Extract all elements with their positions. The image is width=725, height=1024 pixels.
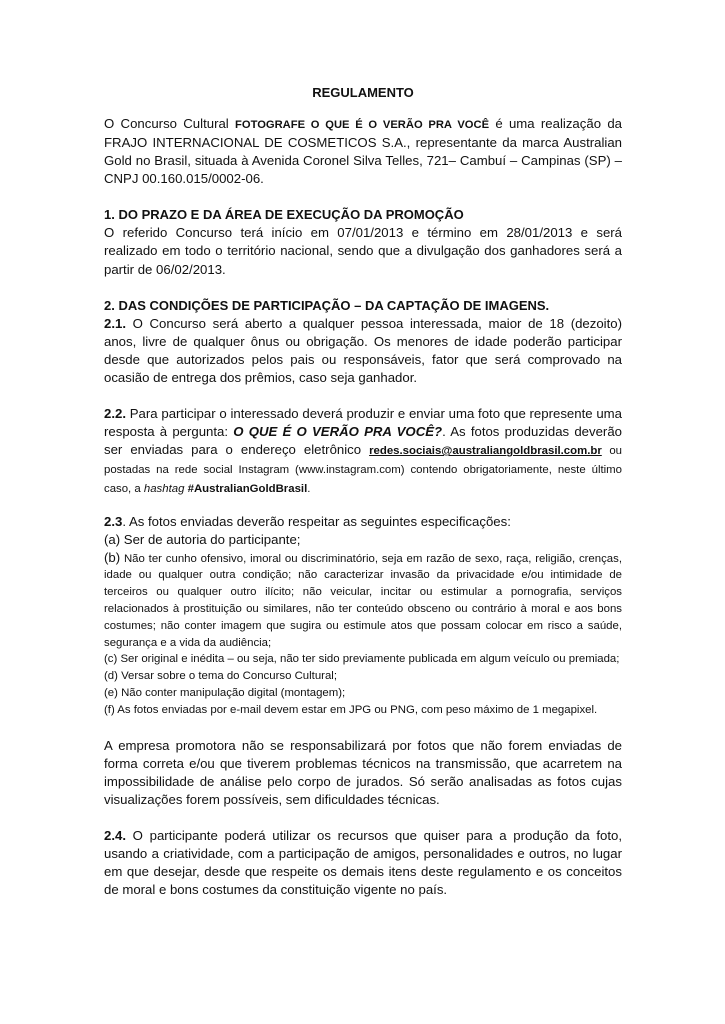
hashtag: #AustralianGoldBrasil bbox=[187, 483, 308, 496]
intro-paragraph bbox=[104, 115, 622, 188]
section2-heading: 2. DAS CONDIÇÕES DE PARTICIPAÇÃO – DA CAPTAÇÃO DE IMAGENS. bbox=[104, 297, 550, 313]
spec-c: (c) Ser original e inédita – ou seja, não ter sido previamente publicada em algum veículo ou premiada; bbox=[104, 653, 620, 666]
document-title: REGULAMENTO bbox=[312, 85, 414, 100]
section1-paragraph: O referido Concurso terá início em 07/01/2013 e término em 28/01/2013 e será realizado em todo o território nacional, sendo que a divulgação dos ganhadores será a partir de 06/02/2013. bbox=[104, 225, 622, 277]
email-link[interactable]: redes.sociais@australiangoldbrasil.com.br bbox=[369, 445, 602, 458]
document-page bbox=[104, 84, 622, 899]
item-2-3-number: 2.3 bbox=[104, 513, 123, 529]
spec-f: (f) As fotos enviadas por e-mail devem estar em JPG ou PNG, com peso máximo de 1 megapixel. bbox=[104, 703, 598, 716]
spec-e: (e) Não conter manipulação digital (montagem); bbox=[104, 687, 346, 700]
disclaimer-paragraph: A empresa promotora não se responsabilizará por fotos que não forem enviadas de forma correta e/ou que tiverem problemas técnicos na transmissão, que acarretem na impossibilidade de análise pelo corpo de jurados. Só serão analisadas as fotos cujas visualizações forem possíveis, sem dificuldades técnicas. bbox=[104, 737, 622, 807]
intro-text-after: é uma realização da FRAJO INTERNACIONAL DE COSMETICOS S.A., representante da marca Australian Gold no Brasil, situada à Avenida Coronel Silva Telles, 721– Cambuí – Campinas (SP) – CNPJ 00.160.015/0002-06. bbox=[104, 116, 622, 187]
item-2-4-number: 2.4. bbox=[104, 828, 126, 844]
hashtag-word: hashtag bbox=[143, 483, 185, 496]
item-2-2-paragraph bbox=[104, 405, 622, 498]
spec-b-label: (b) bbox=[104, 549, 121, 565]
spec-b bbox=[104, 549, 622, 652]
intro-text-before: O Concurso Cultural bbox=[104, 116, 236, 131]
contest-question: O QUE É O VERÃO PRA VOCÊ? bbox=[233, 424, 443, 440]
section1-heading: 1. DO PRAZO E DA ÁREA DE EXECUÇÃO DA PROMOÇÃO bbox=[104, 207, 464, 223]
item-2-2-text-c: ou postadas na rede social Instagram (www.instagram.com) contendo obrigatoriamente, neste último caso, a bbox=[104, 445, 622, 496]
item-2-2-text-a: Para participar o interessado deverá produzir e enviar uma foto que represente uma resposta à pergunta: bbox=[104, 406, 622, 440]
item-2-1-paragraph bbox=[104, 315, 622, 387]
item-2-1-text: O Concurso será aberto a qualquer pessoa interessada, maior de 18 (dezoito) anos, livre de qualquer ônus ou obrigação. Os menores de idade poderão participar desde que autorizados pelos pais ou responsáveis, fator que será comprovado na ocasião de entrega dos prêmios, caso seja ganhador. bbox=[104, 315, 622, 385]
item-2-4-paragraph bbox=[104, 827, 622, 899]
item-2-4-text: O participante poderá utilizar os recursos que quiser para a produção da foto, usando a criatividade, com a participação de amigos, personalidades e outros, no lugar em que desejar, desde que respeite os demais itens deste regulamento e os conceitos de moral e bons costumes da constituição vigente no país. bbox=[104, 828, 622, 898]
spec-b-text: Não ter cunho ofensivo, imoral ou discriminatório, seja em razão de sexo, raça, religião, crenças, idade ou qualquer outra condição; não caracterizar invasão da privacidade e/ou intimidade de terceiros ou qualquer outro ilícito; não veicular, incitar ou estimular a pornografia, serviços relacionados à prostituição ou similares, não ter conteúdo obsceno ou contrário à moral e aos bons costumes; não conter imagem que sugira ou estimule atos que possam colocar em risco a saúde, segurança e a vida da audiência; bbox=[104, 552, 622, 649]
spec-a: (a) Ser de autoria do participante; bbox=[104, 531, 301, 547]
item-2-2-text-d: . bbox=[307, 483, 311, 496]
spec-d: (d) Versar sobre o tema do Concurso Cultural; bbox=[104, 670, 337, 683]
item-2-2-number: 2.2. bbox=[104, 406, 126, 422]
item-2-1-number: 2.1. bbox=[104, 315, 126, 331]
item-2-3-paragraph bbox=[104, 513, 622, 531]
contest-name: FOTOGRAFE O QUE É O VERÃO PRA VOCÊ bbox=[235, 119, 490, 131]
item-2-2-text-b: . As fotos produzidas deverão ser enviadas para o endereço eletrônico bbox=[104, 424, 622, 458]
item-2-3-text: . As fotos enviadas deverão respeitar as seguintes especificações: bbox=[122, 513, 511, 529]
